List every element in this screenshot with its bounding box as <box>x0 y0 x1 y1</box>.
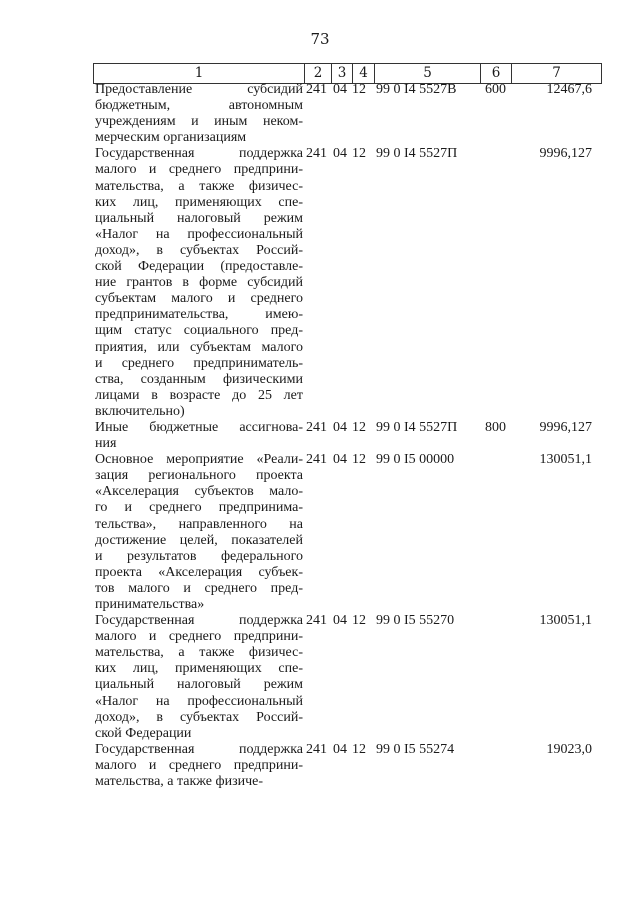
table-row <box>95 742 600 790</box>
description-line: мательства, а также физиче- <box>95 774 264 790</box>
description-line: бюджетным, автономным <box>95 98 303 114</box>
row-description <box>95 452 303 613</box>
description-line: ния <box>95 436 117 452</box>
row-description <box>95 146 303 420</box>
description-line: Государственная поддержка <box>95 613 303 629</box>
description-line: ких лиц, применяющих спе- <box>95 661 303 677</box>
description-line: приятия, или субъектам малого <box>95 339 303 355</box>
cell-c2: 241 <box>306 452 327 468</box>
description-line: мательства, а также физичес- <box>95 645 303 661</box>
page-number: 73 <box>310 30 330 48</box>
cell-c7: 130051,1 <box>539 452 592 468</box>
description-line: Предоставление субсидий <box>95 82 303 97</box>
description-line: малого и среднего предприни- <box>95 162 303 178</box>
cell-c3: 04 <box>333 82 347 97</box>
description-line: малого и среднего предприни- <box>95 757 303 773</box>
header-col-2: 2 <box>305 64 332 83</box>
cell-c4: 12 <box>352 613 366 629</box>
description-line: учреждениям и иным неком- <box>95 114 303 130</box>
row-description <box>95 742 303 790</box>
description-line: тельства», направленного на <box>95 516 303 532</box>
description-line: Государственная поддержка <box>95 146 303 162</box>
cell-c3: 04 <box>333 452 347 468</box>
cell-c7: 130051,1 <box>539 613 592 629</box>
description-line: щим статус социального пред- <box>95 323 303 339</box>
description-line: включительно) <box>95 403 185 419</box>
cell-c2: 241 <box>306 82 327 97</box>
description-line: циальный налоговый режим <box>95 677 303 693</box>
description-line: мательства, а также физичес- <box>95 178 303 194</box>
header-col-1: 1 <box>94 64 305 83</box>
cell-c2: 241 <box>306 741 327 757</box>
table-row <box>95 82 600 146</box>
description-line: доход», в субъектах Россий- <box>95 709 303 725</box>
cell-c2: 241 <box>306 613 327 629</box>
description-line: предпринимательства, имею- <box>95 307 303 323</box>
description-line: субъектам малого и среднего <box>95 291 303 307</box>
table-row <box>95 613 600 742</box>
description-line: и среднего предприниматель- <box>95 355 303 371</box>
description-line: ства, созданным физическими <box>95 371 303 387</box>
description-line: «Налог на профессиональный <box>95 693 303 709</box>
cell-c5: 99 0 I4 5527П <box>376 146 458 162</box>
cell-c3: 04 <box>333 146 347 162</box>
cell-c2: 241 <box>306 146 327 162</box>
description-line: циальный налоговый режим <box>95 210 303 226</box>
table-body <box>95 82 600 790</box>
cell-c2: 241 <box>306 419 327 435</box>
cell-c3: 04 <box>333 419 347 435</box>
cell-c7: 19023,0 <box>546 741 592 757</box>
header-col-3: 3 <box>332 64 353 83</box>
description-line: проекта «Акселерация субъек- <box>95 564 303 580</box>
header-col-5: 5 <box>375 64 481 83</box>
table-row <box>95 146 600 420</box>
description-line: и результатов федерального <box>95 548 303 564</box>
cell-c7: 9996,127 <box>539 146 592 162</box>
description-line: ской Федерации <box>95 725 192 741</box>
cell-c6: 600 <box>485 82 506 97</box>
cell-c4: 12 <box>352 419 366 435</box>
description-line: мерческим организациям <box>95 130 247 146</box>
description-line: Основное мероприятие «Реали- <box>95 452 303 468</box>
cell-c5: 99 0 I4 5527П <box>376 419 458 435</box>
cell-c5: 99 0 I4 5527В <box>376 82 457 97</box>
cell-c4: 12 <box>352 146 366 162</box>
cell-c7: 9996,127 <box>539 419 592 435</box>
description-line: принимательства» <box>95 597 205 612</box>
description-line: малого и среднего предприни- <box>95 629 303 645</box>
cell-c5: 99 0 I5 55274 <box>376 741 455 757</box>
cell-c7: 12467,6 <box>546 82 592 97</box>
row-description <box>95 82 303 146</box>
cell-c5: 99 0 I5 55270 <box>376 613 455 629</box>
description-line: «Акселерация субъектов мало- <box>95 484 303 500</box>
table-row <box>95 420 600 452</box>
description-line: Иные бюджетные ассигнова- <box>95 419 303 435</box>
row-description <box>95 420 303 452</box>
description-line: «Налог на профессиональный <box>95 226 303 242</box>
cell-c6: 800 <box>485 419 506 435</box>
description-line: зация регионального проекта <box>95 468 303 484</box>
description-line: тов малого и среднего пред- <box>95 580 303 596</box>
header-col-4: 4 <box>353 64 375 83</box>
description-line: ние грантов в форме субсидий <box>95 275 303 291</box>
description-line: ской Федерации (предоставле- <box>95 259 303 275</box>
header-col-7: 7 <box>552 65 561 81</box>
cell-c4: 12 <box>352 741 366 757</box>
table-header <box>93 63 602 84</box>
table-row <box>95 452 600 613</box>
cell-c3: 04 <box>333 613 347 629</box>
description-line: ких лиц, применяющих спе- <box>95 194 303 210</box>
description-line: лицами в возрасте до 25 лет <box>95 387 303 403</box>
cell-c4: 12 <box>352 452 366 468</box>
description-line: доход», в субъектах Россий- <box>95 242 303 258</box>
cell-c5: 99 0 I5 00000 <box>376 452 455 468</box>
description-line: го и среднего предпринима- <box>95 500 303 516</box>
cell-c3: 04 <box>333 741 347 757</box>
cell-c4: 12 <box>352 82 366 97</box>
header-col-6: 6 <box>481 64 512 83</box>
row-description <box>95 613 303 742</box>
description-line: Государственная поддержка <box>95 741 303 757</box>
description-line: достижение целей, показателей <box>95 532 303 548</box>
